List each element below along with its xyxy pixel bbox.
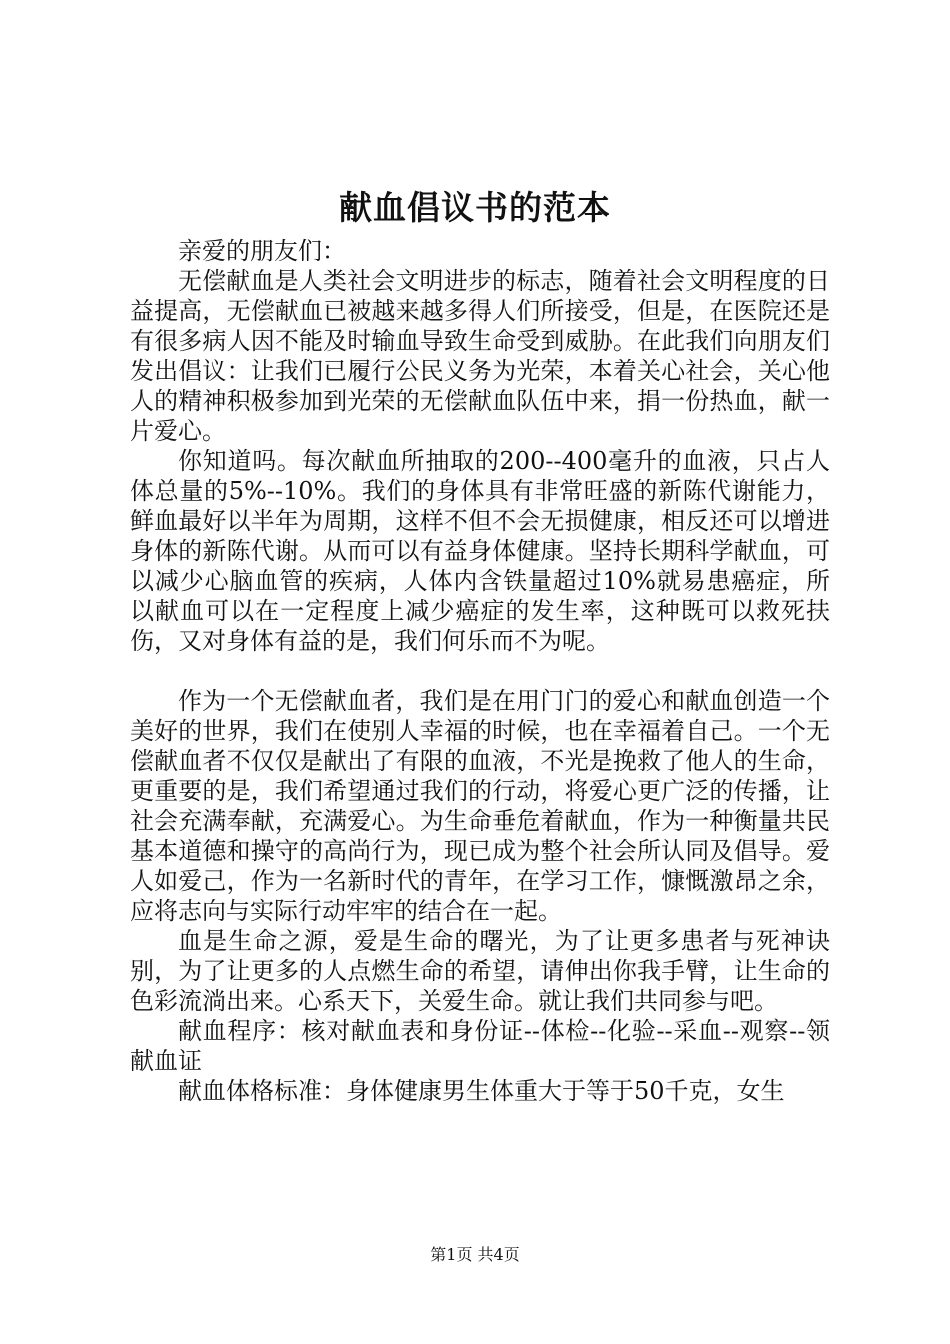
paragraph-procedure: 献血程序：核对献血表和身份证--体检--化验--采血--观察--领献血证 [130,1017,830,1075]
paragraph-spacer [130,656,830,686]
paragraph-benefits: 你知道吗。每次献血所抽取的200--400毫升的血液，只占人体总量的5%--10%。我们的身体具有非常旺盛的新陈代谢能力，鲜血最好以半年为周期，这样不但不会无损健康，相反还可以增进身体的新陈代谢。从而可以有益身体健康。坚持长期科学献血，可以减少心脑血管的疾病，人体内含铁量超过10%就易患癌症，所以献血可以在一定程度上减少癌症的发生率，这种既可以救死扶伤，又对身体有益的是，我们何乐而不为呢。 [130,447,830,655]
paragraph-standards: 献血体格标准：身体健康男生体重大于等于50千克，女生 [178,1077,785,1105]
paragraph-call-to-action: 血是生命之源，爱是生命的曙光，为了让更多患者与死神诀别，为了让更多的人点燃生命的希望，请伸出你我手臂，让生命的色彩流淌出来。心系天下，关爱生命。就让我们共同参与吧。 [130,927,830,1015]
document-body [130,236,830,1106]
paragraph-intro: 无偿献血是人类社会文明进步的标志，随着社会文明程度的日益提高，无偿献血已被越来越多得人们所接受，但是，在医院还是有很多病人因不能及时输血导致生命受到威胁。在此我们向朋友们发出倡议：让我们已履行公民义务为光荣，本着关心社会，关心他人的精神积极参加到光荣的无偿献血队伍中来，捐一份热血，献一片爱心。 [130,267,830,445]
page-footer: 第1页 共4页 [430,1245,520,1264]
salutation: 亲爱的朋友们： [178,237,346,265]
paragraph-donor-role: 作为一个无偿献血者，我们是在用门门的爱心和献血创造一个美好的世界，我们在使别人幸福的时候，也在幸福着自己。一个无偿献血者不仅仅是献出了有限的血液，不光是挽救了他人的生命，更重要的是，我们希望通过我们的行动，将爱心更广泛的传播，让社会充满奉献，充满爱心。为生命垂危着献血，作为一种衡量共民基本道德和操守的高尚行为，现已成为整个社会所认同及倡导。爱人如爱己，作为一名新时代的青年，在学习工作，慷慨激昂之余，应将志向与实际行动牢牢的结合在一起。 [130,687,830,925]
document-title: 献血倡议书的范本 [339,188,611,227]
